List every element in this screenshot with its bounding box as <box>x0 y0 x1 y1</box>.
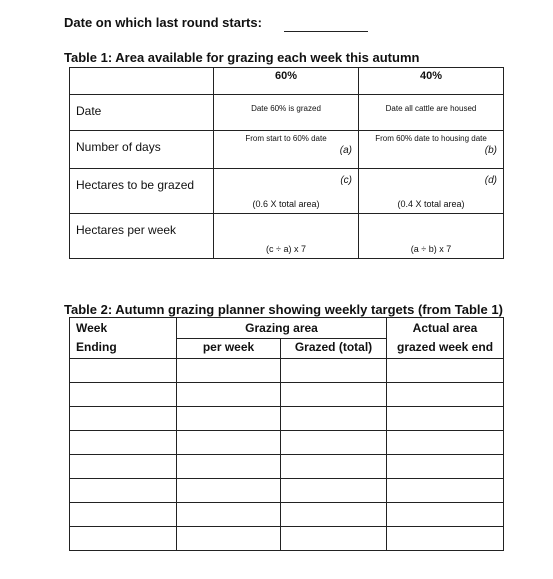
table2-cell[interactable] <box>387 455 504 479</box>
table2-row <box>70 431 504 455</box>
table1-col-60: 60% <box>214 68 359 95</box>
table2-cell[interactable] <box>70 383 177 407</box>
table1-col-40: 40% <box>359 68 504 95</box>
table2-head-actual: Actual area <box>387 318 504 339</box>
table2-cell[interactable] <box>387 407 504 431</box>
table2-cell[interactable] <box>387 359 504 383</box>
table2-cell[interactable] <box>70 479 177 503</box>
table2-cell[interactable] <box>177 455 281 479</box>
table2-sub-per-week: per week <box>177 339 281 359</box>
table1-cell[interactable] <box>214 169 359 214</box>
cell-formula: (0.6 X total area) <box>252 199 320 209</box>
table1-corner <box>70 68 214 95</box>
table2-sub-grazed-total: Grazed (total) <box>281 339 387 359</box>
table2-cell[interactable] <box>177 527 281 551</box>
cell-letter: (d) <box>484 175 497 186</box>
date-blank-line[interactable] <box>284 31 368 32</box>
table2-cell[interactable] <box>177 407 281 431</box>
table1-cell[interactable] <box>359 214 504 259</box>
table2-cell[interactable] <box>281 431 387 455</box>
table2-cell[interactable] <box>281 527 387 551</box>
table2-cell[interactable] <box>177 479 281 503</box>
table2-cell[interactable] <box>177 383 281 407</box>
table1-cell[interactable] <box>214 214 359 259</box>
table2-cell[interactable] <box>70 431 177 455</box>
table2-row <box>70 383 504 407</box>
table2-cell[interactable] <box>281 383 387 407</box>
table1-row-label: Number of days <box>70 131 214 169</box>
table2-body <box>70 359 504 551</box>
table2-row <box>70 503 504 527</box>
table2-cell[interactable] <box>177 359 281 383</box>
table1 <box>69 67 504 259</box>
cell-formula: (a ÷ b) x 7 <box>410 244 452 254</box>
table2-cell[interactable] <box>387 503 504 527</box>
table2-cell[interactable] <box>177 503 281 527</box>
cell-description: Date all cattle are housed <box>385 104 477 113</box>
table1-cell[interactable] <box>359 95 504 131</box>
table2-cell[interactable] <box>387 527 504 551</box>
table2-row <box>70 455 504 479</box>
cell-letter: (c) <box>340 175 352 186</box>
cell-letter: (a) <box>339 145 352 156</box>
table2-row <box>70 407 504 431</box>
table2-head-grazing: Grazing area <box>177 318 387 339</box>
table2-cell[interactable] <box>70 359 177 383</box>
cell-formula: (0.4 X total area) <box>397 199 465 209</box>
table2-cell[interactable] <box>70 503 177 527</box>
table2-cell[interactable] <box>281 359 387 383</box>
table1-caption: Table 1: Area available for grazing each week this autumn <box>64 50 420 65</box>
table2-cell[interactable] <box>70 455 177 479</box>
table2-row <box>70 527 504 551</box>
table2-cell[interactable] <box>387 479 504 503</box>
table2-cell[interactable] <box>177 431 281 455</box>
cell-description: From start to 60% date <box>245 134 327 143</box>
table2-cell[interactable] <box>281 503 387 527</box>
table2-cell[interactable] <box>281 407 387 431</box>
cell-letter: (b) <box>484 145 497 156</box>
table1-cell[interactable] <box>214 95 359 131</box>
table2-row <box>70 359 504 383</box>
cell-formula: (c ÷ a) x 7 <box>266 244 306 254</box>
table2-cell[interactable] <box>281 455 387 479</box>
table1-row-label: Hectares to be grazed <box>70 169 214 214</box>
table2-cell[interactable] <box>70 407 177 431</box>
table2-cell[interactable] <box>70 527 177 551</box>
table2 <box>69 317 504 551</box>
table2-caption: Table 2: Autumn grazing planner showing weekly targets (from Table 1) <box>64 302 503 317</box>
cell-description: From 60% date to housing date <box>375 134 487 143</box>
cell-description: Date 60% is grazed <box>251 104 321 113</box>
header-label: Date on which last round starts: <box>64 15 262 30</box>
table1-row-label: Hectares per week <box>70 214 214 259</box>
table2-cell[interactable] <box>281 479 387 503</box>
table1-row-label: Date <box>70 95 214 131</box>
table1-cell[interactable] <box>359 131 504 169</box>
table1-cell[interactable] <box>214 131 359 169</box>
table1-cell[interactable] <box>359 169 504 214</box>
table2-row <box>70 479 504 503</box>
table2-head-week: Week <box>70 318 177 339</box>
table2-sub-week: Ending <box>70 339 177 359</box>
table2-cell[interactable] <box>387 431 504 455</box>
table2-cell[interactable] <box>387 383 504 407</box>
table2-sub-actual: grazed week end <box>387 339 504 359</box>
